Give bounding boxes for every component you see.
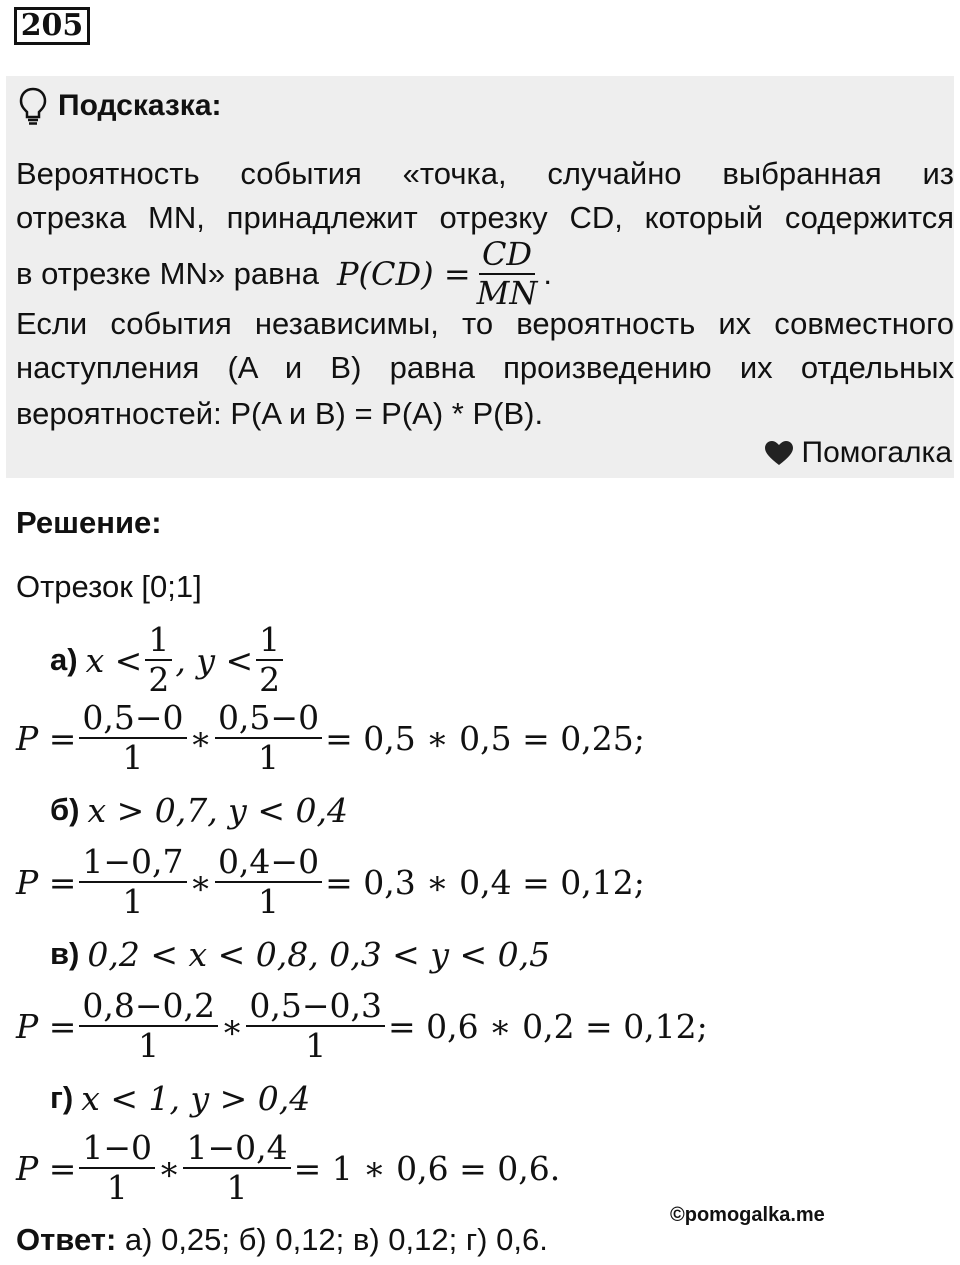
problem-number: 205	[14, 7, 90, 45]
hint-line-2: отрезка MN, принадлежит отрезку CD, который содержится	[16, 200, 954, 235]
part-d-f1-den: 1	[106, 1168, 128, 1207]
part-c-f1-num: 0,8−0,2	[79, 987, 218, 1027]
part-c-f2-num: 0,5−0,3	[246, 987, 385, 1027]
part-d-fraction-2	[183, 1129, 290, 1207]
hint-formula-denominator: MN	[476, 274, 538, 312]
part-d-label: г)	[50, 1080, 74, 1115]
part-c-cond: 0,2 < x < 0,8, 0,3 < y < 0,5	[87, 934, 551, 974]
part-d-f2-den: 1	[226, 1168, 248, 1207]
hint-header	[18, 84, 222, 128]
hint-line-3	[16, 235, 553, 312]
part-c-label: в)	[50, 936, 80, 971]
part-a-fraction-2	[215, 699, 322, 777]
part-b-label: б)	[50, 792, 80, 827]
hint-formula-lhs: P(CD) =	[337, 255, 471, 293]
hint-line-1: Вероятность события «точка, случайно выбранная из	[16, 156, 954, 191]
part-d-condition	[50, 1068, 310, 1128]
brand-name: Помогалка	[801, 436, 952, 469]
part-a-cond-fraction-2	[256, 621, 283, 699]
part-a-cond-mid: , y <	[175, 640, 254, 680]
part-c-p: P =	[16, 1006, 77, 1046]
part-c-star: ∗	[220, 1006, 244, 1046]
heart-icon	[764, 440, 794, 466]
part-b-cond: x > 0,7, y < 0,4	[87, 790, 348, 830]
part-b-f1-den: 1	[122, 882, 144, 921]
part-b-star: ∗	[189, 862, 212, 902]
hint-line-3-text: в отрезке MN» равна	[16, 256, 319, 291]
part-a-result: = 0,5 ∗ 0,5 = 0,25;	[325, 718, 645, 758]
part-a-condition	[50, 620, 286, 699]
part-c-fraction-2	[246, 987, 385, 1065]
part-a-f1-den: 1	[122, 738, 144, 777]
part-a-f1-num: 0,5−0	[79, 699, 186, 739]
solution-heading: Решение:	[16, 505, 162, 540]
part-a-cond-f2-num: 1	[256, 621, 283, 661]
part-c-f2-den: 1	[305, 1026, 327, 1065]
part-a-f2-num: 0,5−0	[215, 699, 322, 739]
hint-formula-numerator: CD	[479, 236, 535, 275]
hint-title: Подсказка:	[58, 89, 222, 122]
part-b-p: P =	[16, 862, 77, 902]
part-d-p: P =	[16, 1148, 77, 1188]
part-d-f1-num: 1−0	[79, 1129, 155, 1169]
part-c-result: = 0,6 ∗ 0,2 = 0,12;	[388, 1006, 708, 1046]
part-d-star: ∗	[158, 1148, 181, 1188]
part-d-equation	[16, 1128, 561, 1207]
part-a-p: P =	[16, 718, 77, 758]
part-b-f1-num: 1−0,7	[79, 843, 186, 883]
part-d-fraction-1	[79, 1129, 155, 1207]
answer-text: а) 0,25; б) 0,12; в) 0,12; г) 0,6.	[124, 1222, 548, 1257]
hint-formula-fraction	[474, 236, 541, 312]
part-a-cond-fraction-1	[145, 621, 172, 699]
hint-line-6: вероятностей: P(A и B) = P(A) * P(B).	[16, 396, 544, 431]
part-d-f2-num: 1−0,4	[183, 1129, 290, 1169]
part-b-f2-den: 1	[258, 882, 279, 921]
segment-label: Отрезок [0;1]	[16, 569, 202, 604]
part-c-f1-den: 1	[138, 1026, 160, 1065]
part-b-equation	[16, 842, 645, 921]
answer-label: Ответ:	[16, 1222, 117, 1257]
part-a-cond-f1-num: 1	[145, 621, 172, 661]
part-c-condition	[50, 924, 550, 984]
part-a-cond-f2-den: 2	[259, 660, 281, 699]
brand-signature	[764, 436, 953, 470]
part-b-fraction-1	[79, 843, 186, 921]
part-a-f2-den: 1	[258, 738, 279, 777]
part-a-cond-f1-den: 2	[148, 660, 170, 699]
part-a-star: ∗	[189, 718, 212, 758]
part-b-fraction-2	[215, 843, 322, 921]
hint-line-4: Если события независимы, то вероятность их совместного	[16, 306, 954, 341]
lightbulb-icon	[18, 86, 48, 126]
part-c-equation	[16, 986, 708, 1065]
part-a-equation	[16, 698, 645, 777]
hint-line-5: наступления (A и B) равна произведению их отдельных	[16, 350, 954, 385]
part-a-label: а)	[50, 642, 78, 677]
part-b-f2-num: 0,4−0	[215, 843, 322, 883]
part-d-cond: x < 1, y > 0,4	[81, 1078, 311, 1118]
part-d-result: = 1 ∗ 0,6 = 0,6.	[293, 1148, 561, 1188]
answer-line	[16, 1218, 548, 1262]
part-a-cond-pre: x <	[85, 640, 143, 680]
hint-formula-end: .	[543, 256, 553, 291]
part-b-condition	[50, 780, 348, 840]
watermark: ©pomogalka.me	[670, 1204, 825, 1226]
part-b-result: = 0,3 ∗ 0,4 = 0,12;	[325, 862, 645, 902]
part-c-fraction-1	[79, 987, 218, 1065]
part-a-fraction-1	[79, 699, 186, 777]
